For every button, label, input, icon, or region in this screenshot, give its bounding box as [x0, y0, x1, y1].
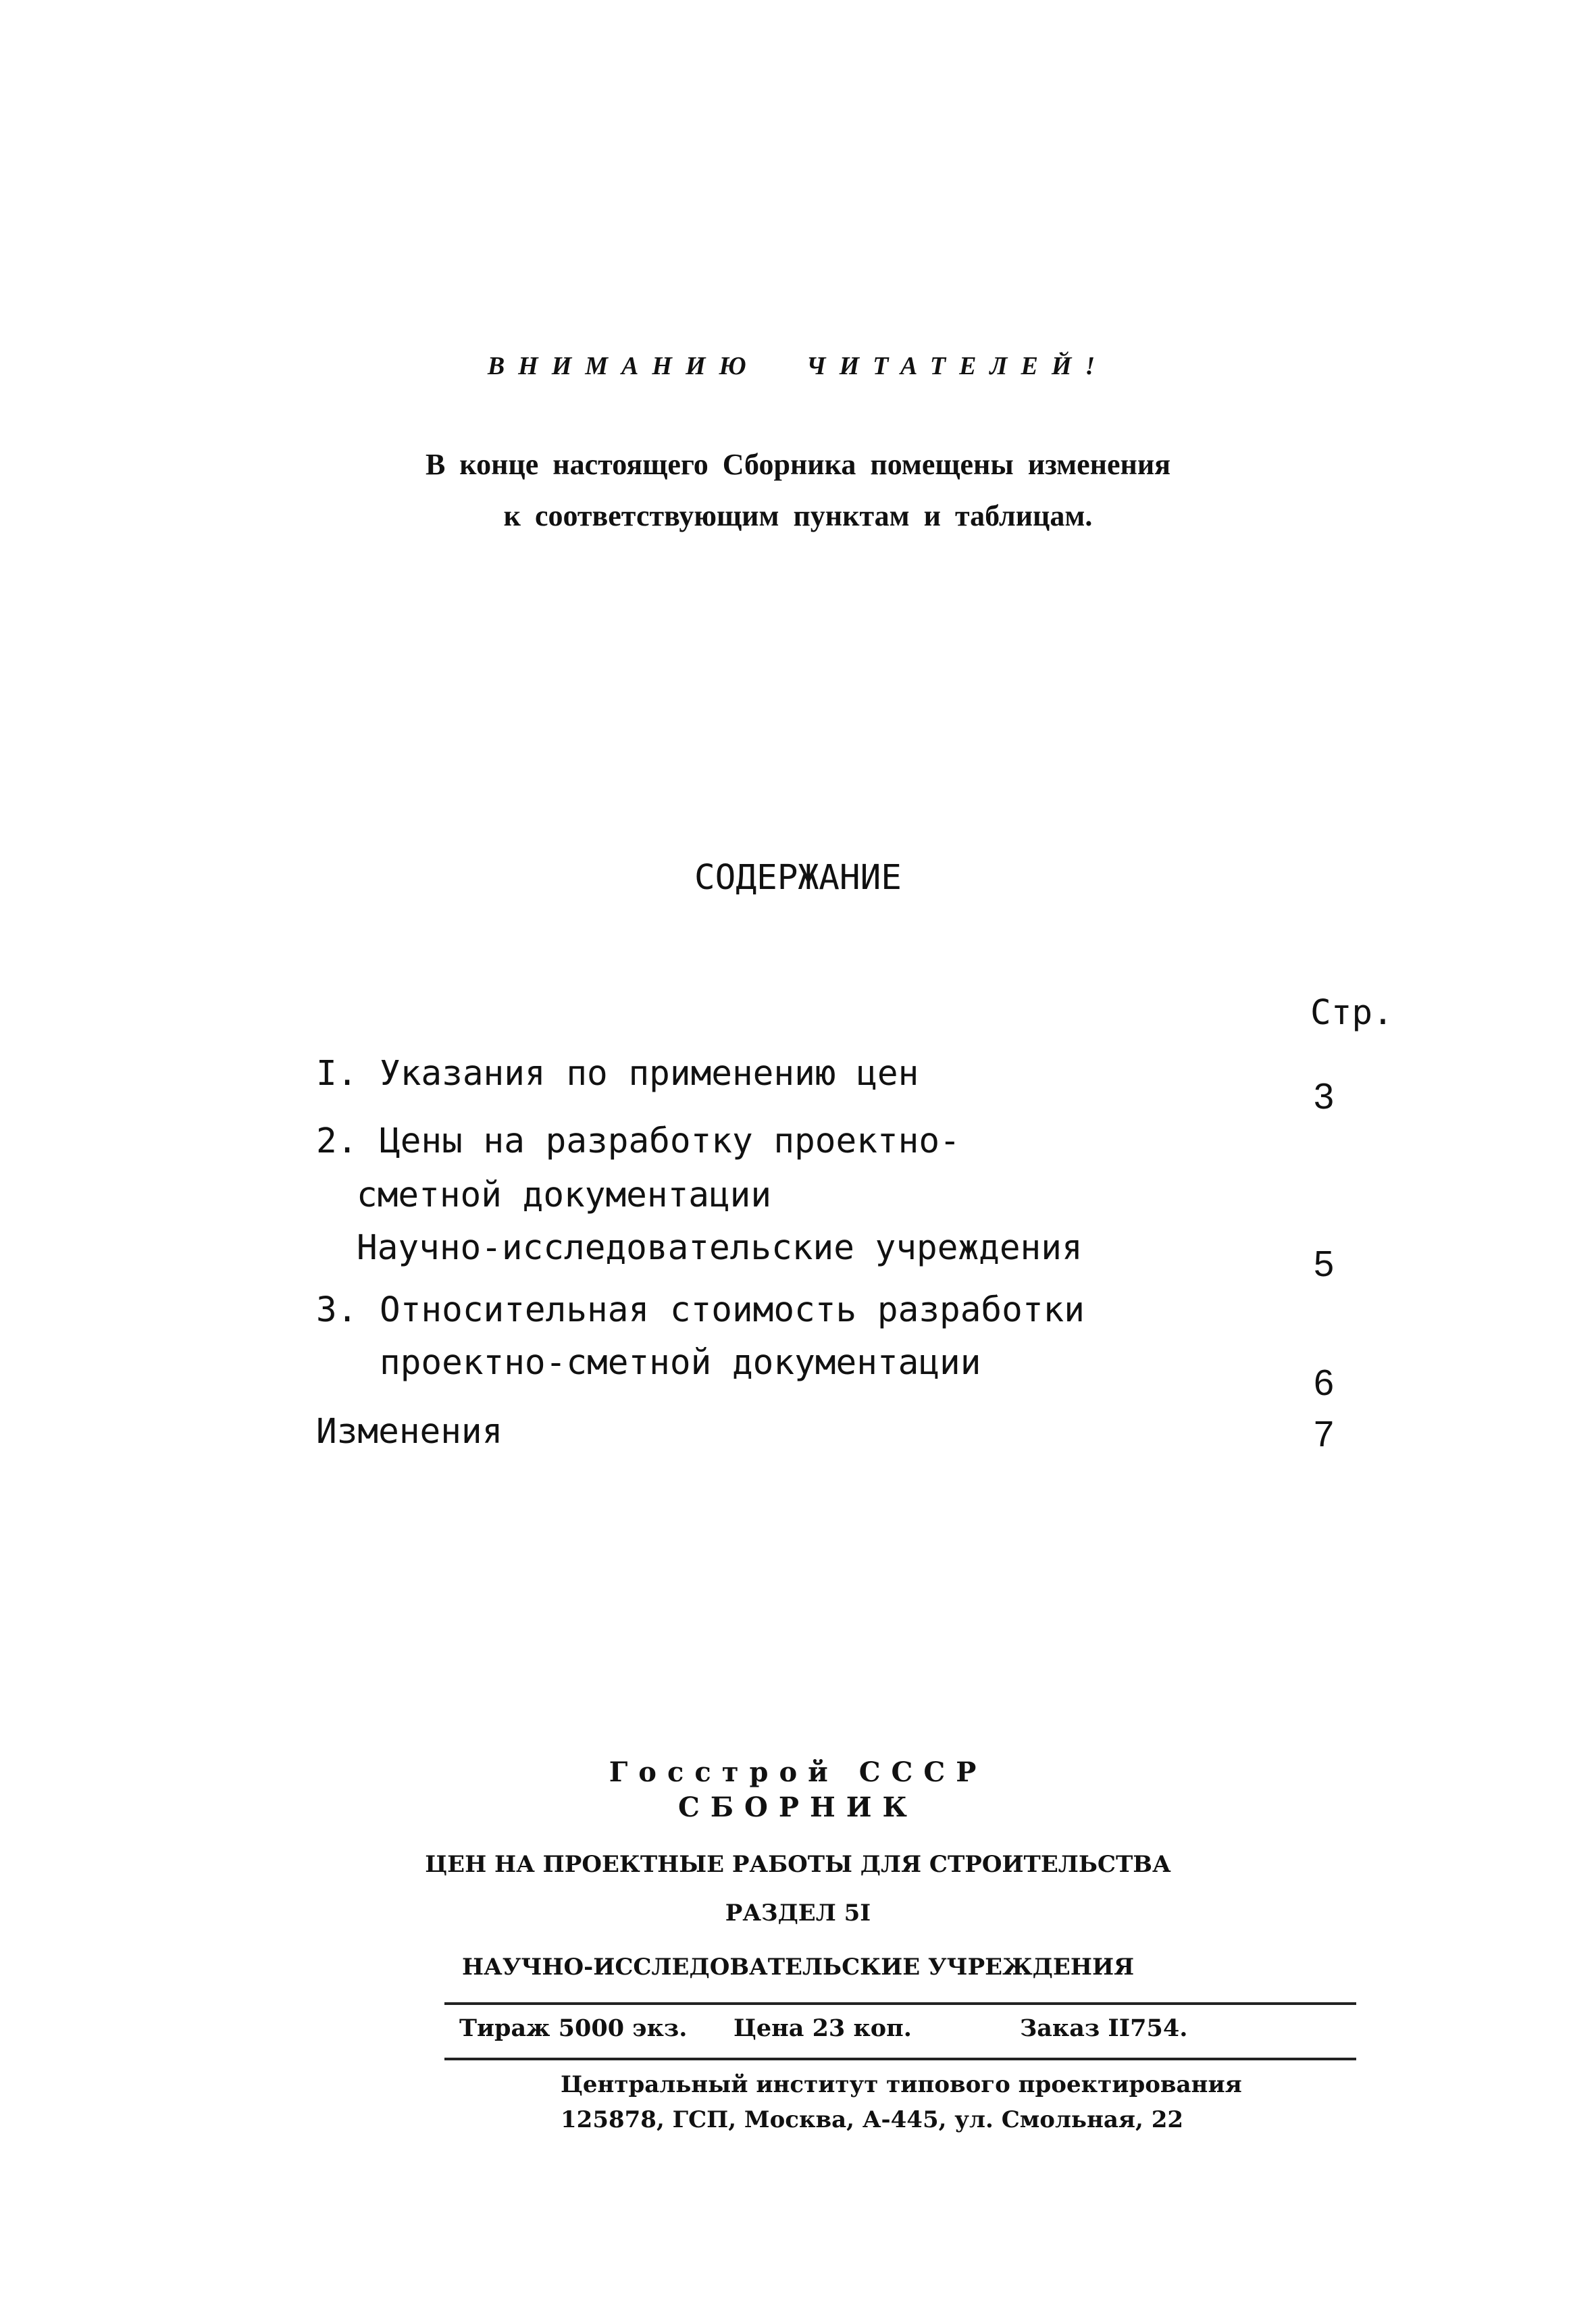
page-column-header: Стр. — [1310, 993, 1393, 1033]
contents-heading: СОДЕРЖАНИЕ — [694, 858, 902, 898]
imprint-price: Цена 23 коп. — [733, 2014, 912, 2042]
imprint-section: РАЗДЕЛ 5I — [725, 1900, 871, 1927]
toc-entry-page: 5 — [1313, 1244, 1335, 1284]
toc-entry-number: 3. — [316, 1290, 358, 1330]
imprint-agency: Госстрой СССР — [609, 1756, 987, 1788]
imprint-collection: СБОРНИК — [678, 1791, 918, 1823]
toc-entry-text: Относительная стоимость разработки — [380, 1290, 1085, 1330]
imprint-subtitle: ЦЕН НА ПРОЕКТНЫЕ РАБОТЫ ДЛЯ СТРОИТЕЛЬСТВА — [425, 1851, 1171, 1878]
imprint-rule-top — [444, 2002, 1356, 2005]
notice-text-line-1: В конце настоящего Сборника помещены изменения — [425, 448, 1171, 481]
imprint-rule-bottom — [444, 2058, 1356, 2060]
toc-entry-text: Указания по применению цен — [380, 1054, 919, 1094]
notice-text-line-2: к соответствующим пунктам и таблицам. — [503, 499, 1093, 532]
toc-entry-page: 7 — [1313, 1414, 1335, 1454]
publisher-name: Центральный институт типового проектирования — [561, 2071, 1242, 2098]
imprint-order: Заказ II754. — [1020, 2014, 1188, 2042]
imprint-section-name: НАУЧНО-ИССЛЕДОВАТЕЛЬСКИЕ УЧРЕЖДЕНИЯ — [461, 1954, 1135, 1981]
toc-entry-number: 2. — [316, 1121, 358, 1161]
toc-entry-text: Цены на разработку проектно- — [380, 1121, 960, 1161]
notice-title: ВНИМАНИЮ ЧИТАТЕЛЕЙ! — [487, 352, 1109, 380]
toc-entry-text: проектно-сметной документации — [380, 1343, 981, 1383]
imprint-print-run: Тираж 5000 экз. — [459, 2014, 688, 2042]
toc-entry-number: I. — [316, 1054, 358, 1094]
toc-entry-text: Изменения — [316, 1412, 503, 1452]
toc-entry-page: 3 — [1313, 1076, 1335, 1117]
publisher-address: 125878, ГСП, Москва, А-445, ул. Смольная, 22 — [561, 2106, 1184, 2133]
toc-entry-page: 6 — [1313, 1363, 1335, 1403]
toc-entry-text: Научно-исследовательские учреждения — [357, 1228, 1083, 1268]
toc-entry-text: сметной документации — [357, 1175, 772, 1215]
